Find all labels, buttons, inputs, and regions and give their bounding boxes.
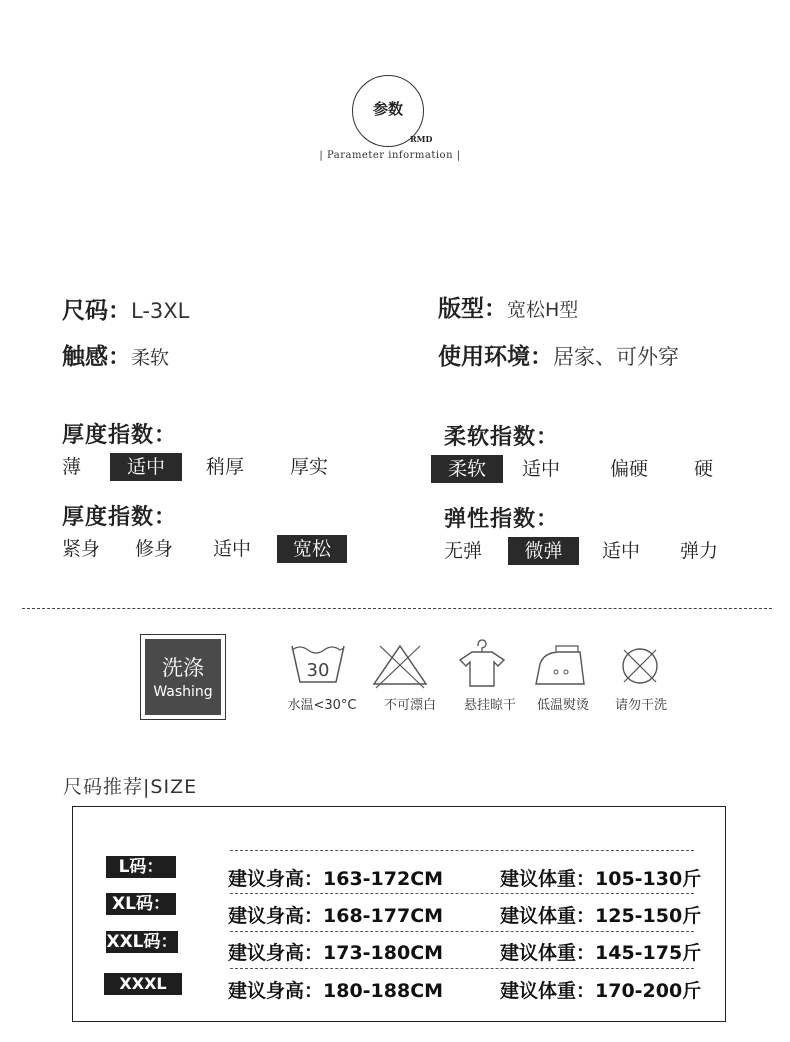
- wash-temp-label: 水温<30°C: [287, 698, 357, 713]
- spec-scene-value: 居家、可外穿: [553, 345, 679, 369]
- spec-fit-label: 版型：: [438, 296, 507, 322]
- elasticity-option-none: 无弹: [444, 540, 483, 562]
- size-l-height: 建议身高：163-172CM: [228, 868, 444, 890]
- hang-dry-icon: [452, 638, 512, 688]
- softness-option-slightly-hard: 偏硬: [610, 458, 649, 480]
- header-subtitle: | Parameter information |: [319, 150, 461, 161]
- no-bleach-label: 不可漂白: [383, 698, 436, 713]
- size-xxxl-weight: 建议体重：170-200斤: [500, 980, 702, 1002]
- size-tag-xl: XL码：: [106, 893, 176, 915]
- fit-option-regular: 适中: [213, 538, 252, 560]
- header-badge-mark: RMD: [410, 134, 433, 144]
- no-dryclean-label: 请勿干洗: [614, 698, 667, 713]
- hang-dry-label: 悬挂晾干: [463, 698, 516, 713]
- low-iron-icon: [530, 642, 590, 692]
- spec-size-label: 尺码：: [62, 298, 131, 324]
- size-xxl-weight: 建议体重：145-175斤: [500, 942, 702, 964]
- spec-scene: [438, 338, 679, 371]
- spec-scene-label: 使用环境：: [438, 344, 553, 370]
- thickness-option-thick: 厚实: [290, 456, 329, 478]
- thickness-option-slightly-thick: 稍厚: [206, 456, 245, 478]
- spec-size: [62, 292, 189, 325]
- size-row-divider: [230, 931, 694, 932]
- size-heading: 尺码推荐|SIZE: [63, 776, 198, 798]
- elasticity-option-medium: 适中: [602, 540, 641, 562]
- no-dryclean-icon: [610, 644, 670, 694]
- size-row-divider: [230, 968, 694, 969]
- spec-fit-value: 宽松H型: [507, 299, 579, 321]
- elasticity-option-slight-selected: 微弹: [508, 537, 579, 565]
- thickness-index-title: 厚度指数：: [62, 423, 178, 448]
- elasticity-option-elastic: 弹力: [680, 540, 719, 562]
- size-xl-height: 建议身高：168-177CM: [228, 905, 444, 927]
- spec-size-value: L-3XL: [131, 299, 190, 323]
- spec-feel-value: 柔软: [131, 347, 170, 369]
- size-xxl-height: 建议身高：173-180CM: [228, 942, 444, 964]
- softness-option-soft-selected: 柔软: [431, 455, 503, 483]
- washing-title-en: Washing: [153, 684, 213, 700]
- elasticity-index-title: 弹性指数：: [444, 507, 560, 532]
- spec-fit: [438, 290, 578, 323]
- size-tag-l: L码：: [106, 856, 176, 878]
- size-l-weight: 建议体重：105-130斤: [500, 868, 702, 890]
- size-xxxl-height: 建议身高：180-188CM: [228, 980, 444, 1002]
- softness-index-title: 柔软指数：: [444, 425, 560, 450]
- fit-option-tight: 紧身: [62, 538, 101, 560]
- section-divider: [22, 608, 772, 609]
- thickness-option-thin: 薄: [62, 456, 82, 478]
- wash-temp-number: 30: [306, 660, 330, 681]
- header-badge-title: 参数: [372, 100, 403, 118]
- spec-feel-label: 触感：: [62, 344, 131, 370]
- softness-option-hard: 硬: [694, 458, 714, 480]
- low-iron-label: 低温熨烫: [536, 698, 589, 713]
- size-row-divider: [230, 850, 694, 851]
- size-row-divider: [230, 893, 694, 894]
- wash-30-icon: [288, 640, 348, 690]
- thickness-option-medium-selected: 适中: [110, 453, 182, 481]
- fit-option-slim: 修身: [135, 538, 174, 560]
- size-tag-xxxl: XXXL码：: [104, 973, 182, 995]
- softness-option-medium: 适中: [522, 458, 561, 480]
- fit-option-loose-selected: 宽松: [277, 535, 347, 563]
- washing-title-cn: 洗涤: [162, 656, 204, 680]
- no-bleach-icon: [370, 640, 430, 690]
- fit-index-title: 厚度指数：: [62, 505, 178, 530]
- spec-feel: [62, 338, 169, 371]
- size-tag-xxl: XXL码：: [106, 932, 178, 952]
- size-xl-weight: 建议体重：125-150斤: [500, 905, 702, 927]
